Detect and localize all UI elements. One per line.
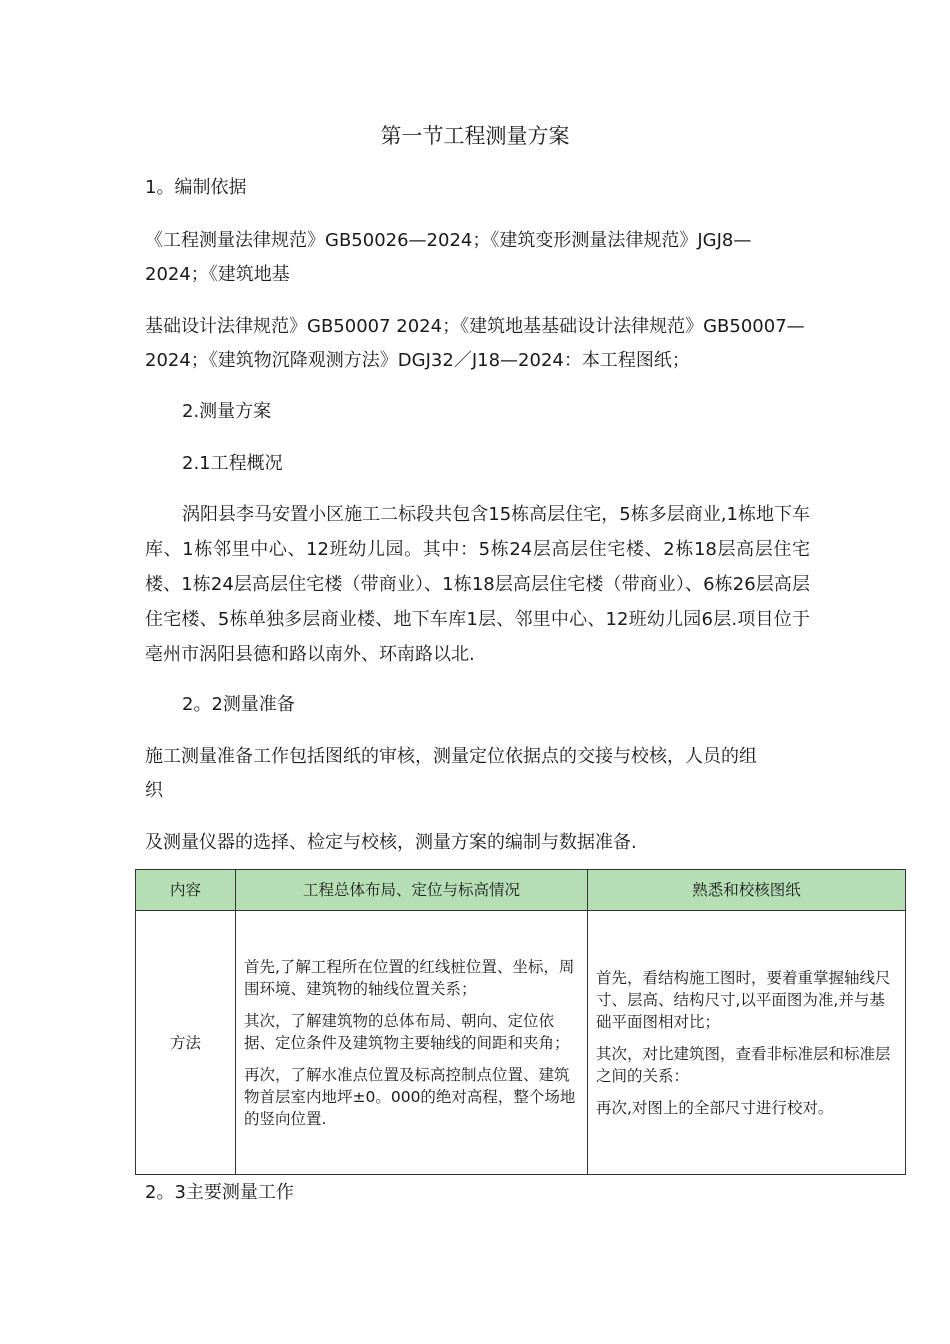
basis-line-4: 2024；《建筑物沉降观测方法》DGJ32／J18—2024：本工程图纸； bbox=[145, 350, 690, 371]
table-header-cell: 内容 bbox=[136, 870, 236, 911]
basis-line-2: 2024；《建筑地基 bbox=[145, 264, 290, 285]
table-cell-text: 其次，对比建筑图，查看非标准层和标准层之间的关系： bbox=[596, 1044, 891, 1085]
table-row bbox=[136, 911, 906, 1175]
preparation-table bbox=[135, 869, 906, 1175]
basis-line-1: 《工程测量法律规范》GB50026—2024；《建筑变形测量法律规范》JGJ8— bbox=[145, 230, 752, 251]
table-cell-drawings bbox=[588, 911, 906, 1175]
table-cell-text: 首先，看结构施工图时，要着重掌握轴线尺寸、层高、结构尺寸,以平面图为准,并与基础平面图相对比； bbox=[596, 968, 891, 1031]
section-heading-overview: 2.1工程概况 bbox=[182, 453, 283, 474]
section-heading-plan: 2.测量方案 bbox=[182, 401, 272, 422]
basis-line-3: 基础设计法律规范》GB50007 2024；《建筑地基基础设计法律规范》GB50007— bbox=[145, 316, 805, 337]
table-cell-text: 其次，了解建筑物的总体布局、朝向、定位依据、定位条件及建筑物主要轴线的间距和夹角； bbox=[244, 1011, 570, 1052]
prep-line-1: 施工测量准备工作包括图纸的审核，测量定位依据点的交接与校核，人员的组 bbox=[145, 746, 757, 767]
prep-line-3: 及测量仪器的选择、检定与校核，测量方案的编制与数据准备. bbox=[145, 832, 637, 853]
table-cell-text: 再次,对图上的全部尺寸进行校对。 bbox=[596, 1098, 834, 1117]
prep-line-2: 织 bbox=[145, 780, 163, 801]
table-cell-text: 首先,了解工程所在位置的红线桩位置、坐标，周围环境、建筑物的轴线位置关系； bbox=[244, 957, 575, 998]
table-header-cell: 熟悉和校核图纸 bbox=[588, 870, 906, 911]
page-title: 第一节工程测量方案 bbox=[380, 124, 570, 148]
section-heading-preparation: 2。2测量准备 bbox=[182, 694, 295, 715]
table-cell-text: 再次，了解水准点位置及标高控制点位置、建筑物首层室内地坪±0。000的绝对高程，整个场地的竖向位置. bbox=[244, 1065, 576, 1128]
section-heading-basis: 1。编制依据 bbox=[145, 177, 247, 198]
section-heading-main-work: 2。3主要测量工作 bbox=[145, 1182, 294, 1203]
overview-text: 涡阳县李马安置小区施工二标段共包含15栋高层住宅，5栋多层商业,1栋地下车库、1栋邻里中心、12班幼儿园。其中：5栋24层高层住宅楼、2栋18层高层住宅楼、1栋24层高层住宅楼（带商业）、1栋18层高层住宅楼（带商业）、6栋26层高层住宅楼、5栋单独多层商业楼、地下车库1层、邻里中心、12班幼儿园6层.项目位于亳州市涡阳县德和路以南外、环南路以北. bbox=[145, 504, 810, 665]
table-cell-layout bbox=[236, 911, 588, 1175]
overview-paragraph bbox=[145, 497, 810, 672]
table-row-label: 方法 bbox=[136, 911, 236, 1175]
table-header-cell: 工程总体布局、定位与标高情况 bbox=[236, 870, 588, 911]
table-header-row bbox=[136, 870, 906, 911]
